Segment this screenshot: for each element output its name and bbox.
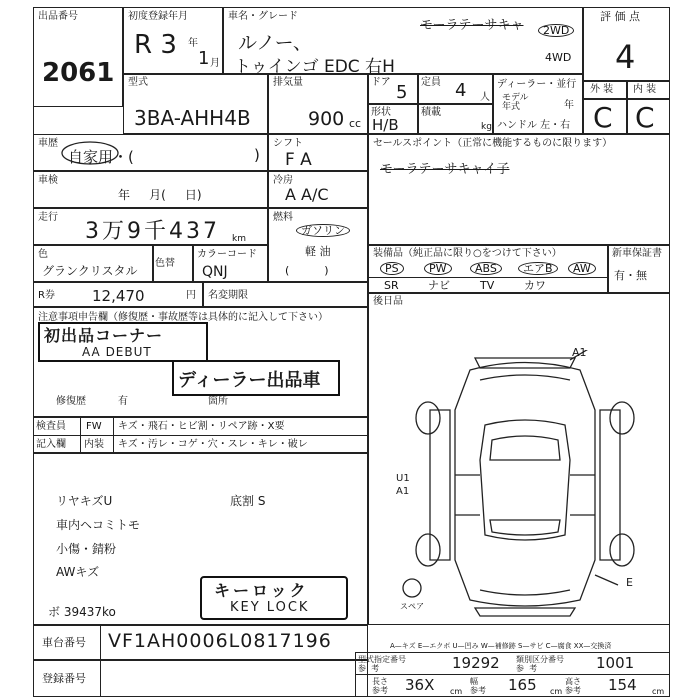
- car-diagram: [400, 350, 650, 620]
- chassis-divider: [100, 625, 101, 660]
- debut-jp: 初出品コーナー: [44, 326, 164, 345]
- entry-label: 記入欄: [36, 439, 66, 450]
- lot-number: 2061: [42, 58, 115, 88]
- comment-2: 車内ヘコミトモ: [56, 518, 141, 532]
- comment-6: 底割 S: [230, 494, 266, 508]
- shift-label: シフト: [273, 138, 303, 149]
- km-unit: km: [232, 234, 246, 244]
- warranty-value: 有・無: [614, 269, 647, 282]
- ac: A A/C: [285, 185, 329, 204]
- equip-leather: カワ: [524, 279, 546, 292]
- cm-unit-3: cm: [652, 687, 665, 696]
- history-label: 車歴: [38, 138, 58, 149]
- ext-label: 外 装: [590, 84, 614, 95]
- fuel-gasoline: ガソリン: [296, 224, 350, 237]
- capacity: 4: [455, 80, 467, 101]
- equip-navi: ナビ: [428, 279, 450, 292]
- handle-label: ハンドル 左・右: [497, 120, 571, 131]
- equip-abs: ABS: [470, 262, 502, 275]
- width: 165: [508, 676, 537, 694]
- color-code-label: カラーコード: [197, 249, 257, 260]
- repair-value: 有: [118, 396, 128, 407]
- mileage-label: 走行: [38, 212, 58, 223]
- drive-4wd: 4WD: [545, 51, 572, 64]
- disp-label: 排気量: [273, 77, 303, 88]
- inspector-label: 検査員: [36, 421, 66, 432]
- diag-a1-left: A1: [396, 486, 410, 497]
- dealer-stamp: ディーラー出品車: [178, 370, 321, 391]
- color-label: 色: [38, 249, 48, 260]
- drive-2wd: 2WD: [538, 24, 574, 37]
- class-label: 類別区分番号 参 考: [516, 655, 564, 673]
- inspection-fill: 年 月( 日): [118, 188, 202, 202]
- cc-unit: cc: [349, 117, 362, 130]
- type-cert: 19292: [452, 654, 500, 672]
- ext-score: C: [593, 101, 613, 134]
- grade: トゥインゴ EDC 右H: [234, 57, 395, 77]
- warranty-label: 新車保証書: [612, 248, 662, 259]
- key-lock-en: KEY LOCK: [230, 600, 310, 615]
- diag-a1-top: A1: [572, 346, 587, 359]
- history: 自家用・(: [68, 148, 134, 166]
- class-value: 1001: [596, 654, 635, 672]
- height: 154: [608, 676, 637, 694]
- score-label: 評 価 点: [600, 10, 640, 23]
- model-label: 型式: [128, 77, 148, 88]
- body-label: 形状: [371, 107, 391, 118]
- lot-label: 出品番号: [38, 11, 78, 22]
- dealer-label: ディーラー・並行: [497, 79, 577, 90]
- shift: F A: [285, 150, 312, 170]
- capacity-label: 定員: [421, 77, 441, 88]
- name-label: 車名・グレード: [228, 11, 298, 22]
- equip-ps: PS: [380, 262, 404, 275]
- equip-airbag: エアB: [518, 262, 558, 275]
- lot-box: [33, 7, 123, 107]
- ext-items: キズ・飛石・ヒビ割・リペア跡・X要: [118, 421, 285, 432]
- yen-unit: 円: [186, 290, 196, 301]
- rear-seat-label: 後日品: [373, 296, 403, 307]
- length: 36X: [405, 676, 435, 694]
- name-change-label: 名変期限: [208, 290, 248, 301]
- equip-sr: SR: [384, 279, 399, 292]
- reg-month: 1: [198, 48, 210, 69]
- history-close: ): [254, 146, 260, 164]
- sales-label: セールスポイント（正常に機能するものに限ります）: [373, 138, 613, 149]
- debut-en: AA DEBUT: [82, 345, 152, 359]
- cm-unit-2: cm: [550, 687, 563, 696]
- door-label: ドア: [371, 77, 391, 88]
- reg-month-unit: 月: [210, 58, 220, 69]
- comment-4: AWキズ: [56, 565, 100, 579]
- plate-divider: [100, 660, 101, 697]
- load-label: 積載: [421, 107, 441, 118]
- reg-year-unit: 年: [188, 38, 198, 49]
- int-score: C: [635, 101, 655, 134]
- comment-3: 小傷・錆粉: [56, 542, 117, 556]
- diag-e: E: [626, 576, 633, 589]
- recycle-value: 12,470: [92, 287, 145, 305]
- key-lock-jp: キーロック: [214, 581, 309, 600]
- int-code: 内装: [84, 439, 104, 450]
- length-label: 長さ 参考: [372, 677, 388, 695]
- chassis: VF1AH0006L0817196: [108, 630, 332, 652]
- model: 3BA-AHH4B: [134, 106, 251, 130]
- fuel-label: 燃料: [273, 212, 293, 223]
- ac-label: 冷房: [273, 175, 293, 186]
- comment-1: リヤキズU: [56, 494, 113, 508]
- reg-label: 初度登録年月: [128, 11, 188, 22]
- legend: A—キズ E—エクボ U—凹み W—補修跡 S—サビ C—腐食 XX—交換済: [390, 642, 612, 650]
- height-label: 高さ 参考: [565, 677, 581, 695]
- equip-tv: TV: [480, 279, 495, 292]
- inspection-label: 車検: [38, 175, 58, 186]
- type-cert-label: 型式指定番号 参 考: [358, 655, 406, 673]
- displacement: 900: [308, 108, 345, 130]
- comment-5: ボ 39437ko: [48, 605, 116, 619]
- score: 4: [615, 38, 636, 76]
- model-year-unit: 年: [564, 100, 574, 111]
- equip-divider: [368, 277, 608, 278]
- spare-label: スペア: [400, 602, 424, 611]
- diag-u1: U1: [396, 473, 410, 484]
- body: H/B: [372, 116, 399, 134]
- notes-label: 注意事項申告欄（修復歴・事故歴等は具体的に記入して下さい）: [38, 312, 328, 323]
- sales-struck: モーラテーサキャイ子: [380, 162, 510, 177]
- equip-aw: AW: [568, 262, 596, 275]
- doors: 5: [396, 82, 408, 103]
- color-code: QNJ: [202, 264, 228, 280]
- repair-label: 修復歴: [56, 396, 86, 407]
- int-label: 内 装: [633, 84, 657, 95]
- dims-mid: [355, 674, 670, 675]
- fuel-light-oil: 軽 油: [305, 245, 331, 258]
- int-items: キズ・汚レ・コゲ・穴・スレ・キレ・破レ: [118, 439, 308, 450]
- color-change-label: 色替: [155, 258, 175, 269]
- history-circle: [60, 140, 120, 166]
- inspector-mid: [33, 435, 368, 436]
- kg-unit: kg: [481, 122, 492, 132]
- person-unit: 人: [480, 92, 490, 103]
- equip-pw: PW: [424, 262, 452, 275]
- reg-era-year: R 3: [134, 30, 177, 60]
- repair-place: 箇所: [208, 396, 228, 407]
- color: グランクリスタル: [42, 264, 138, 278]
- sales-box: [368, 134, 670, 245]
- recycle-label: R券: [38, 290, 55, 301]
- struck-note: モーラテーサキャ: [420, 18, 524, 33]
- car-name: ルノー、: [238, 32, 312, 54]
- ext-code: FW: [86, 421, 102, 432]
- width-label: 幅 参考: [470, 677, 486, 695]
- mileage: 3万9千437: [85, 219, 220, 244]
- plate-label: 登録番号: [42, 672, 86, 685]
- fuel-paren: ( ): [285, 264, 329, 277]
- chassis-label: 車台番号: [42, 636, 86, 649]
- cm-unit-1: cm: [450, 687, 463, 696]
- model-year-label: モデル 年式: [502, 93, 529, 112]
- equip-label: 装備品（純正品に限り○をつけて下さい）: [373, 248, 562, 259]
